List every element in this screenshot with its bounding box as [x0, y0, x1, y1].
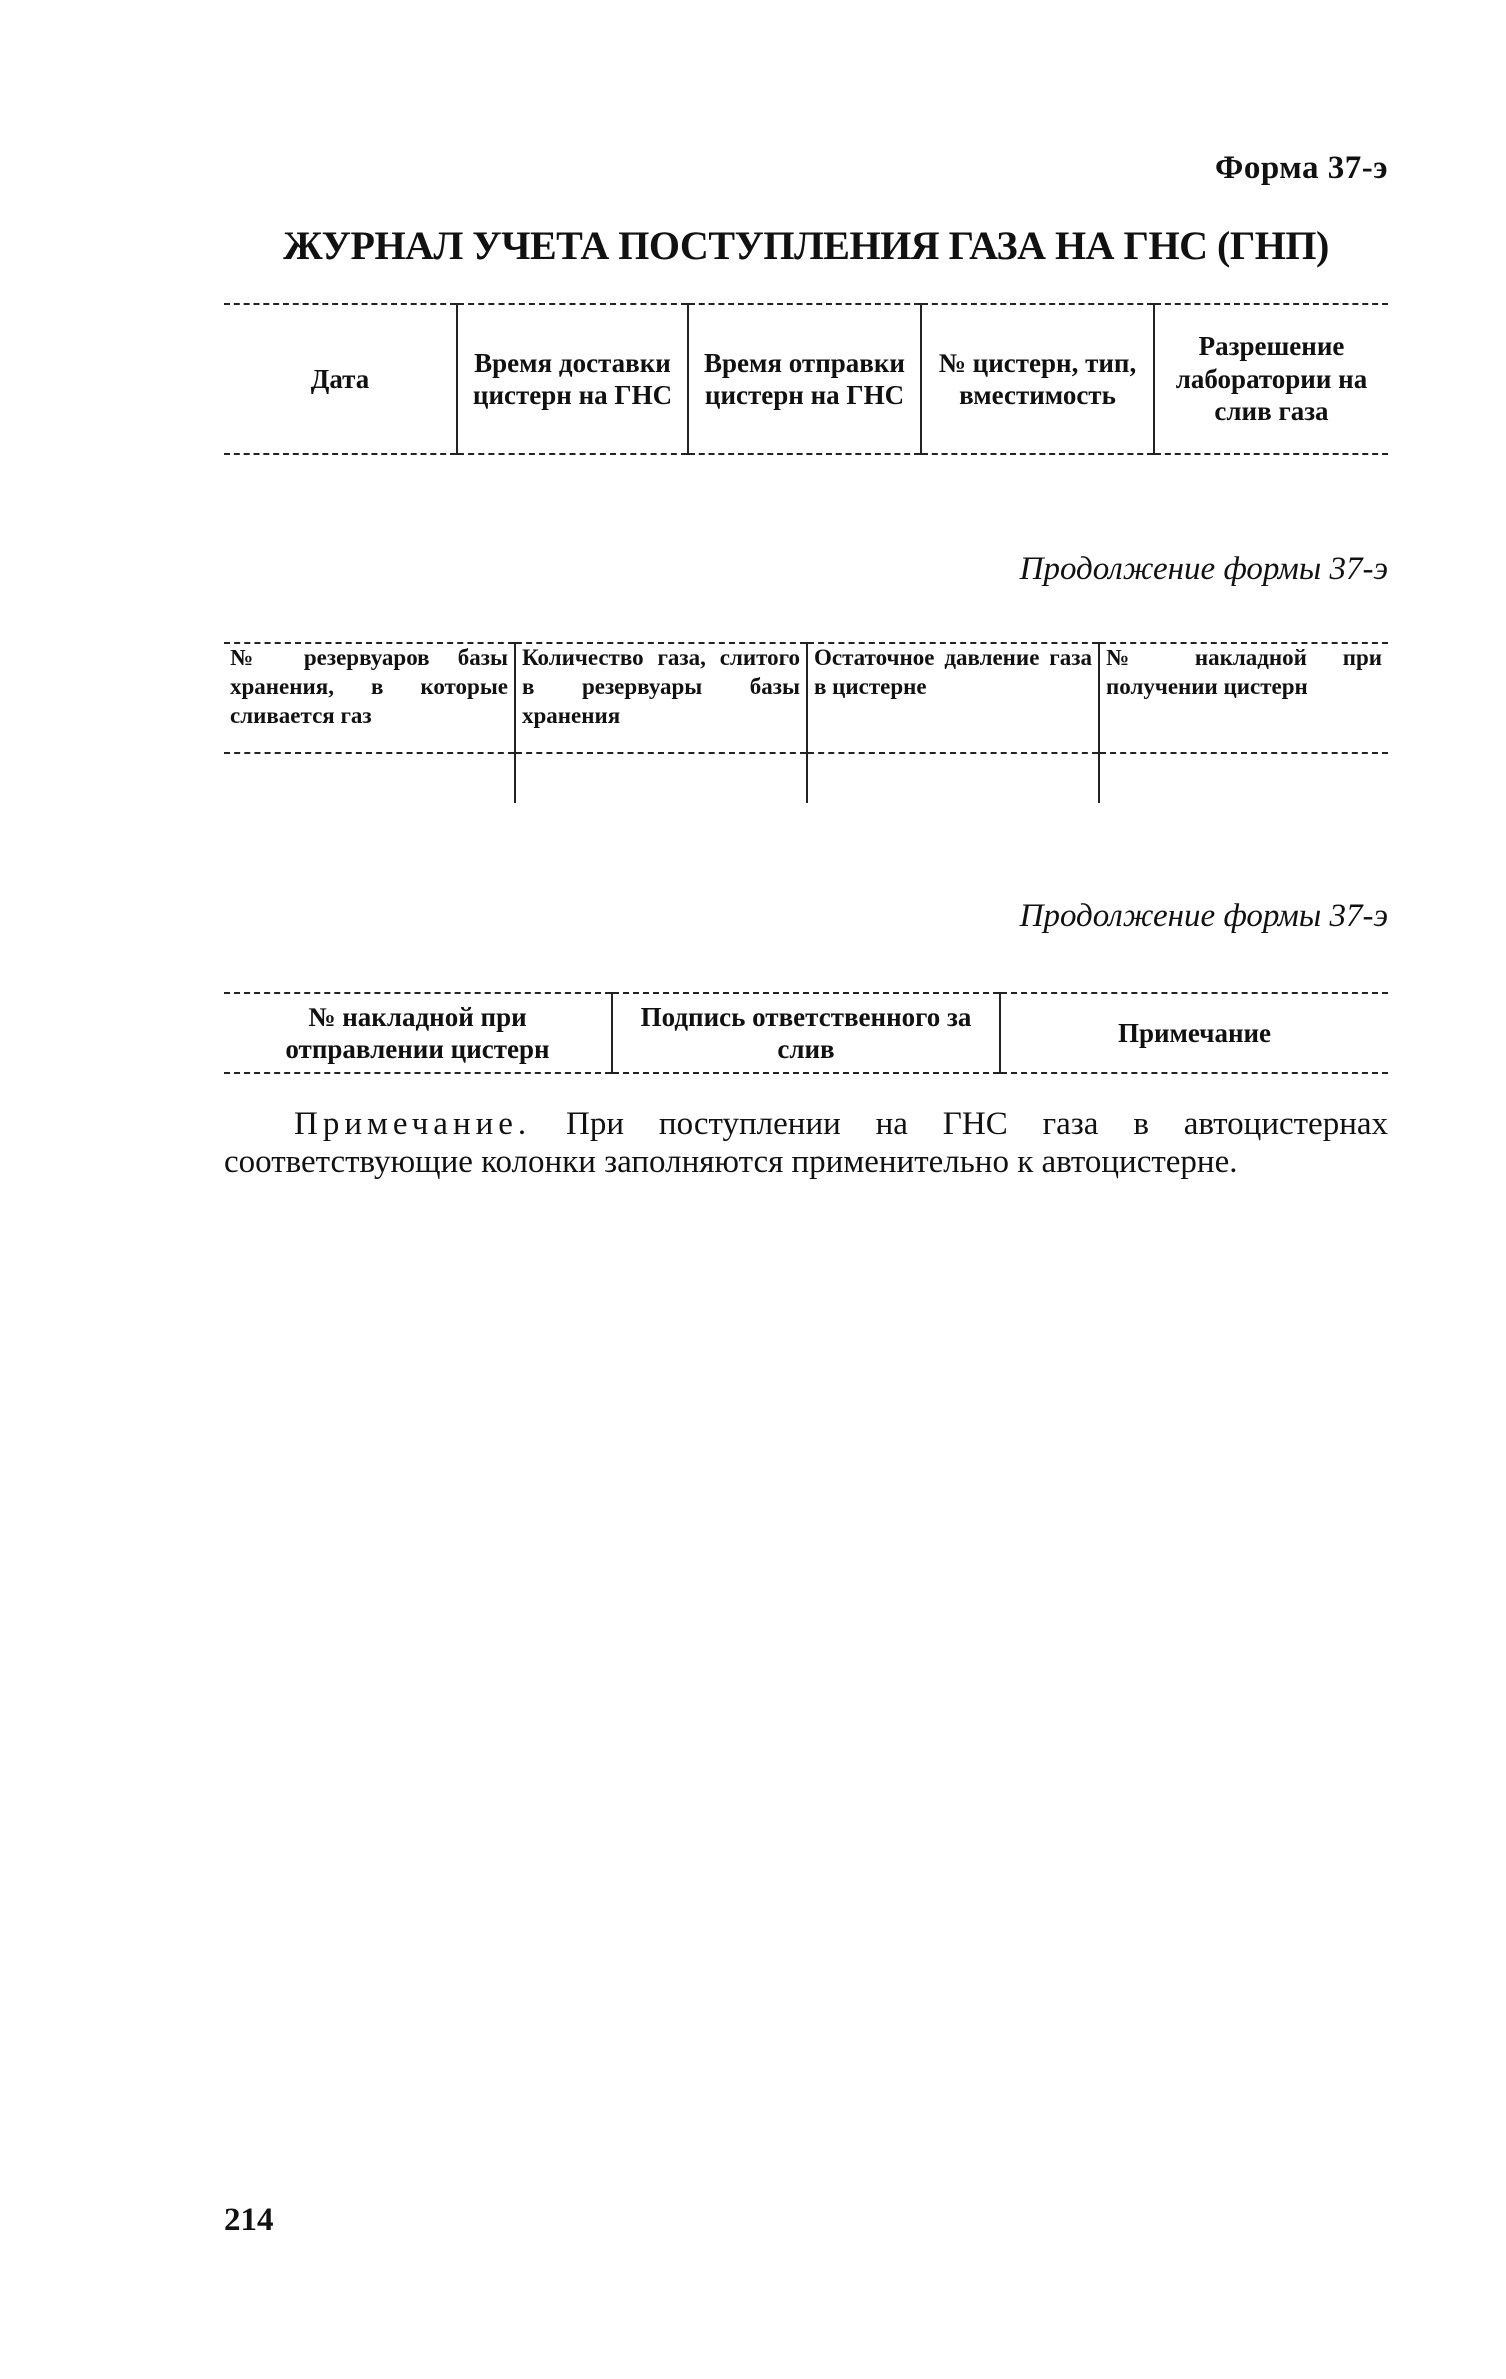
footnote — [224, 1106, 1388, 1182]
table-cell — [1099, 753, 1388, 803]
journal-table-part-3 — [224, 992, 1388, 1074]
form-number-label: Форма 37-э — [1215, 150, 1388, 186]
column-header-date: Дата — [224, 304, 457, 454]
footnote-lead: Примечание. — [294, 1106, 532, 1142]
column-header-delivery-time: Время доставки цистерн на ГНС — [457, 304, 688, 454]
column-header-dispatch-time: Время отправки цистерн на ГНС — [688, 304, 921, 454]
column-header-storage-tanks: № резервуаров базы хранения, в которые сливается газ — [224, 643, 515, 753]
table-cell — [515, 753, 807, 803]
column-header-lab-permission: Разрешение лаборатории на слив газа — [1154, 304, 1388, 454]
table-row — [224, 753, 1388, 803]
continuation-label-1: Продолжение формы 37-э — [1019, 551, 1388, 587]
column-header-residual-pressure: Остаточное давление газа в цистерне — [807, 643, 1099, 753]
column-header-receipt-invoice: № накладной при получении цистерн — [1099, 643, 1388, 753]
table-cell — [224, 753, 515, 803]
journal-table-part-2 — [224, 642, 1388, 803]
page-title: ЖУРНАЛ УЧЕТА ПОСТУПЛЕНИЯ ГАЗА НА ГНС (ГНП) — [283, 223, 1329, 268]
column-header-tank-number: № цистерн, тип, вместимость — [921, 304, 1154, 454]
continuation-label-2: Продолжение формы 37-э — [1019, 898, 1388, 934]
column-header-dispatch-invoice: № накладной при отправлении цистерн — [224, 993, 612, 1073]
journal-table-part-1 — [224, 303, 1388, 455]
page-number: 214 — [224, 2202, 274, 2238]
table-cell — [807, 753, 1099, 803]
column-header-gas-quantity: Количество газа, слитого в резервуары базы хранения — [515, 643, 807, 753]
footnote-text: При поступлении на ГНС газа в автоцистернах соответствующие колонки заполняются применительно к автоцистерне. — [224, 1106, 1389, 1180]
column-header-responsible-signature: Подпись ответственного за слив — [612, 993, 1000, 1073]
column-header-remarks: Примечание — [1000, 993, 1388, 1073]
